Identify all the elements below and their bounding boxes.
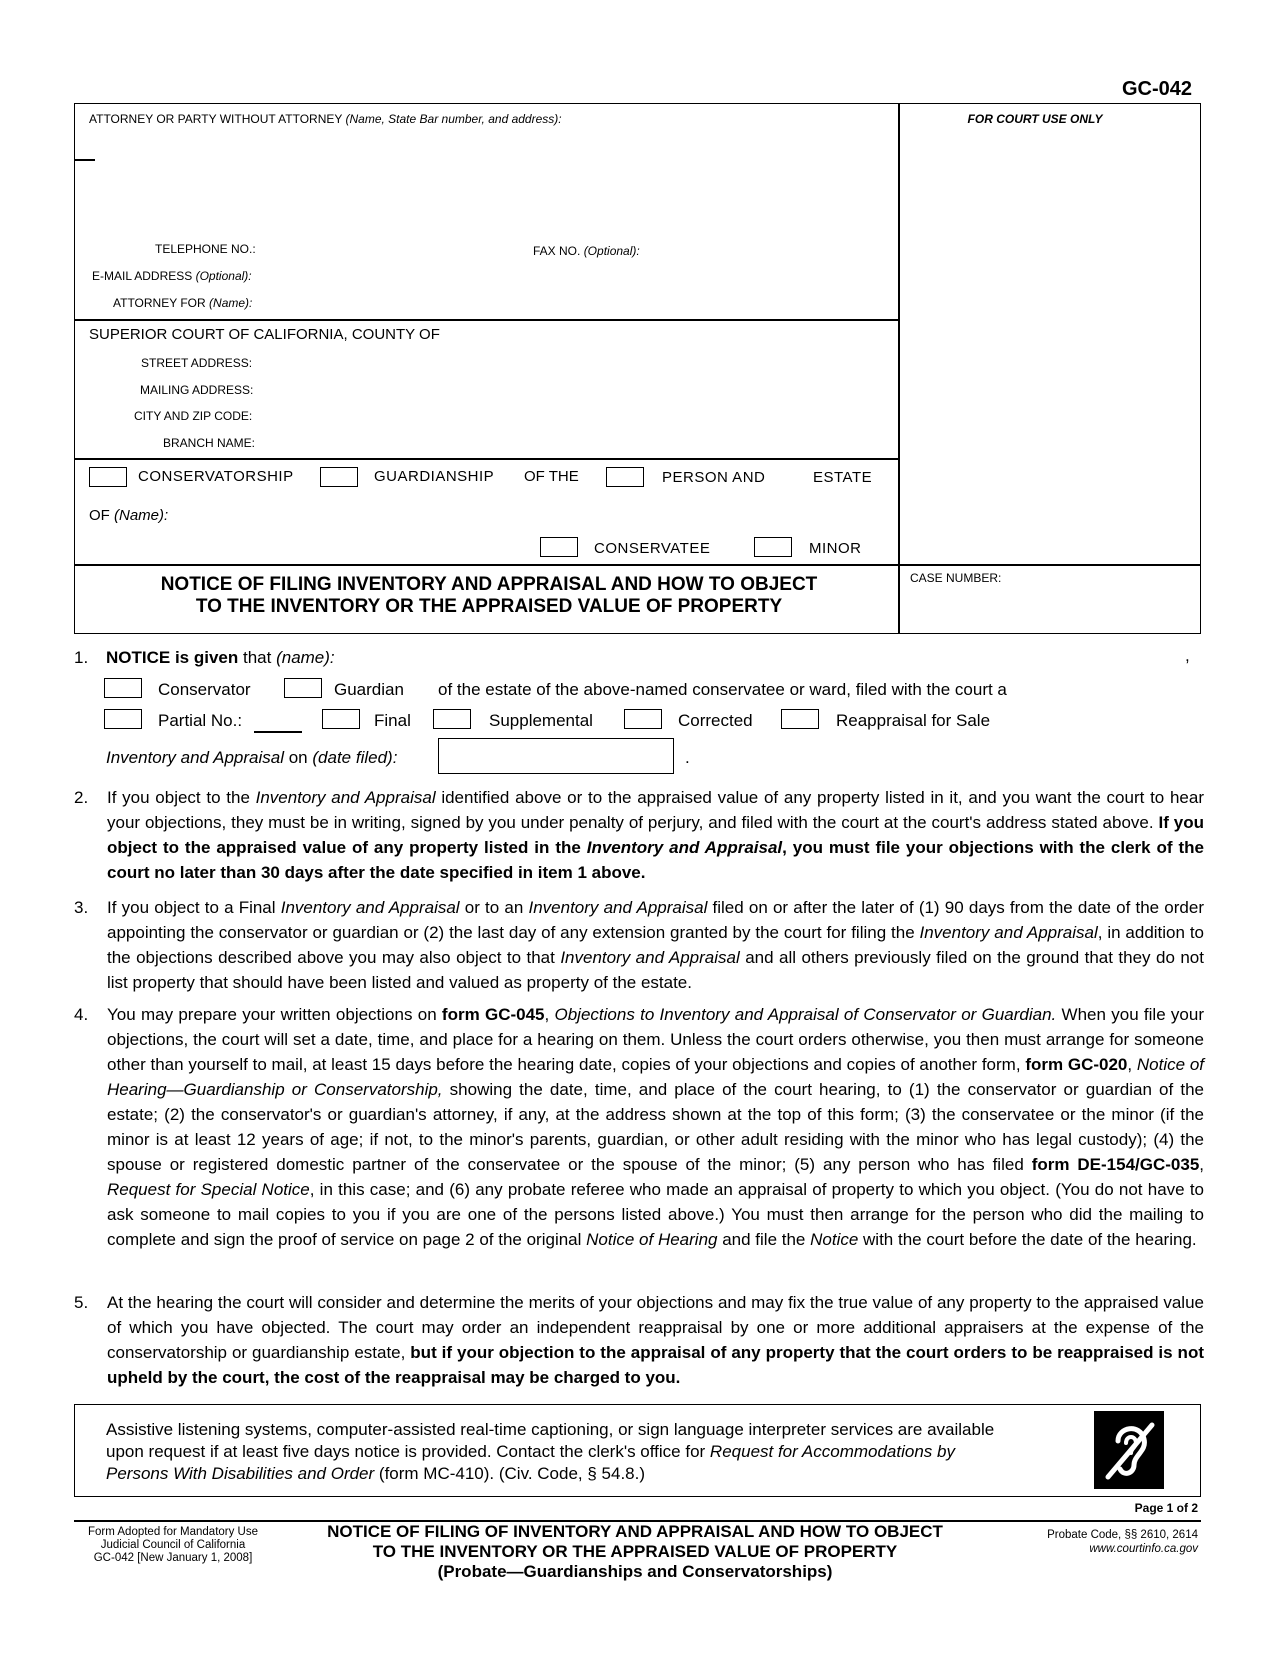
court-use-only-label: FOR COURT USE ONLY [967,112,1103,126]
reappraisal-checkbox[interactable] [781,709,819,729]
partial-number-field[interactable] [254,731,302,733]
caption-rule [75,458,898,460]
email-label: E-MAIL ADDRESS (Optional): [92,269,252,283]
minor-checkbox[interactable] [754,537,792,557]
item-1-number: 1. [74,648,89,667]
mailing-address-label: MAILING ADDRESS: [140,383,254,397]
attorney-label: ATTORNEY OR PARTY WITHOUT ATTORNEY (Name, State Bar number, and address): [89,112,562,126]
form-number: GC-042 [1122,78,1193,100]
footer-references: Probate Code, §§ 2610, 2614 www.courtinfo.ca.gov [980,1528,1198,1556]
footer-adoption-info: Form Adopted for Mandatory Use Judicial Council of California GC-042 [New January 1, 2008] [87,1526,259,1564]
fax-label: FAX NO. (Optional): [533,244,640,258]
street-address-label: STREET ADDRESS: [141,356,253,370]
partial-label: Partial No.: [158,711,243,730]
accessibility-notice: Assistive listening systems, computer-assisted real-time captioning, or sign language interpreter services are available upon request if at least five days notice is provided. Contact the clerk's office for Request for Accommodations by Persons With Disabilities and Order (form MC-410). (Civ. Code, § 54.8.) [74,1404,1201,1497]
of-the-label: OF THE [524,468,579,485]
footer-title: NOTICE OF FILING OF INVENTORY AND APPRAISAL AND HOW TO OBJECT TO THE INVENTORY OR THE APPRAISED VALUE OF PROPERTY (Probate—Guardianships and Conservatorships) [327,1522,943,1581]
reappraisal-label: Reappraisal for Sale [836,711,991,730]
person-and-label: PERSON AND [662,469,766,486]
partial-checkbox[interactable] [104,709,142,729]
final-label: Final [374,711,411,730]
guardian-label: Guardian [334,680,404,699]
person-checkbox[interactable] [606,467,644,487]
branch-name-label: BRANCH NAME: [163,436,256,450]
date-filed-input[interactable] [438,738,674,774]
item-1-comma: , [1185,646,1190,665]
conservatee-label: CONSERVATEE [594,540,711,557]
caption-divider [898,104,900,634]
item-1-notice: NOTICE is given that (name): [106,648,335,667]
attorney-for-label: ATTORNEY FOR (Name): [113,296,253,310]
conservatorship-label: CONSERVATORSHIP [138,468,294,485]
telephone-label: TELEPHONE NO.: [155,242,256,256]
final-checkbox[interactable] [322,709,360,729]
date-filed-period: . [685,748,690,767]
attorney-marker [75,159,95,161]
hearing-assistance-icon [1094,1411,1164,1489]
caption-rule [75,564,1201,566]
page-number: Page 1 of 2 [1134,1501,1198,1515]
of-estate-text: of the estate of the above-named conservatee or ward, filed with the court a [438,680,1007,699]
guardianship-checkbox[interactable] [320,467,358,487]
court-heading: SUPERIOR COURT OF CALIFORNIA, COUNTY OF [89,326,440,343]
guardian-checkbox[interactable] [284,678,322,698]
estate-label: ESTATE [813,469,873,486]
caption-rule [75,319,898,321]
supplemental-label: Supplemental [489,711,593,730]
date-filed-label: Inventory and Appraisal on (date filed): [106,748,398,767]
conservatorship-checkbox[interactable] [89,467,127,487]
courtinfo-link[interactable]: www.courtinfo.ca.gov [1089,1543,1198,1555]
caption-box [74,103,1201,634]
city-zip-label: CITY AND ZIP CODE: [134,409,253,423]
case-number-label: CASE NUMBER: [910,571,1002,585]
conservatee-checkbox[interactable] [540,537,578,557]
minor-label: MINOR [809,540,862,557]
form-page: GC-042 ATTORNEY OR PARTY WITHOUT ATTORNEY (Name, State Bar number, and address): FOR COURT USE ONLY TELEPHONE NO.: FAX NO. (Optional): E-MAIL ADDRESS (Optional): ATTORNEY FOR (Name): SUPERIOR COURT OF CALIFORNIA, COUNTY OF STREET ADDRESS: MAILING ADDRESS: CITY AND ZIP CODE: BRANCH NAME: CONSERVATORSHIP GUARDIANSHIP OF THE PERSON AND ESTATE OF (Name): CONSERVATEE MINOR NOTICE OF FILING INVENTORY AND APPRAISAL AND HOW TO OBJECT TO THE INVENTORY OR THE APPRAISED VALUE OF PROPERTY CASE NUMBER: 1. NOTICE is given that (name): , Conservator Guardian of the estate of the above-named conservatee or ward, filed with the court a Partial No.: Final Supplemental Corrected Reappraisal for Sale Inventory and Appraisal on (date filed): . 2. If you object to the Inventory and Appraisal identified above or to the appraised value of any property listed in it, and you want the court to hear your objections, they must be in writing, signed by you under penalty of perjury, and filed with the court at the court's address stated above. If you object to the appraised value of any property listed in the Inventory and Appraisal, you must file your objections with the clerk of the court no later than 30 days after the date specified in item 1 above. 3. If you object to a Final Inventory and Appraisal or to an Inventory and Appraisal filed on or after the later of (1) 90 days from the date of the order appointing the conservator or guardian or (2) the last day of any extension granted by the court for filing the Inventory and Appraisal, in addition to the objections described above you may also object to that Inventory and Appraisal and all others previously filed on the ground that they do not list property that should have been listed and valued as property of the estate. 4. You may prepare your written objections on form GC-045, Objections to Inventory and Appraisal of Conservator or Guardian. When you file your objections, the court will set a date, time, and place for a hearing on them. Unless the court orders otherwise, you then must arrange for someone other than yourself to mail, at least 15 days before the hearing date, copies of your objections and copies of another form, form GC-020, Notice of Hearing—Guardianship or Conservatorship, showing the date, time, and place of the court hearing, to (1) the conservator or guardian of the estate; (2) the conservator's or guardian's attorney, if any, at the address shown at the top of this form; (3) the conservatee or the minor (if the minor is at least 12 years of age; if not, to the minor's parents, guardian, or other adult residing with the minor who has legal custody); (4) the spouse or registered domestic partner of the conservatee or the spouse of the minor; (5) any person who has filed form DE-154/GC-035, Request for Special Notice, in this case; and (6) any probate referee who made an appraisal of property to which you object. (You do not have to ask someone to mail copies to you if you are one of the persons listed above.) You must then arrange for the person who did the mailing to complete and sign the proof of service on page 2 of the original Notice of Hearing and file the Notice with the court before the date of the hearing. 5. At the hearing the court will consider and determine the merits of your objections and may fix the true value of any property to the appraised value of which you have objected. The court may order an independent reappraisal by one or more additional appraisers at the expense of the conservatorship or guardianship estate, but if your objection to the appraisal of any property that the court orders to be reappraised is not upheld by the court, the cost of the reappraisal may be charged to you. Assistive listening systems, computer-assisted real-time captioning, or sign language interpreter services are available upon request if at least five days notice is provided. Contact the clerk's office for Request for Accommodations by Persons With Disabilities and Order (form MC-410). (Civ. Code, § 54.8.) Page 1 of 2 Form Adopted for Mandatory Use Judicial Council of California GC-042 [New January 1, 2008] NOTICE OF FILING OF INVENTORY AND APPRAISAL AND HOW TO OBJECT TO THE INVENTORY OR THE APPRAISED VALUE OF PROPERTY (Probate—Guardianships and Conservatorships) Probate Code, §§ 2610, 2614 www.courtinfo.ca.gov [0,0,1275,1662]
conservator-checkbox[interactable] [104,678,142,698]
corrected-checkbox[interactable] [624,709,662,729]
corrected-label: Corrected [678,711,753,730]
conservator-label: Conservator [158,680,251,699]
supplemental-checkbox[interactable] [433,709,471,729]
guardianship-label: GUARDIANSHIP [374,468,495,485]
of-name-label: OF (Name): [89,507,169,524]
ear-icon [1094,1411,1164,1489]
form-title: NOTICE OF FILING INVENTORY AND APPRAISAL AND HOW TO OBJECT TO THE INVENTORY OR THE APPRAISED VALUE OF PROPERTY [160,574,818,617]
